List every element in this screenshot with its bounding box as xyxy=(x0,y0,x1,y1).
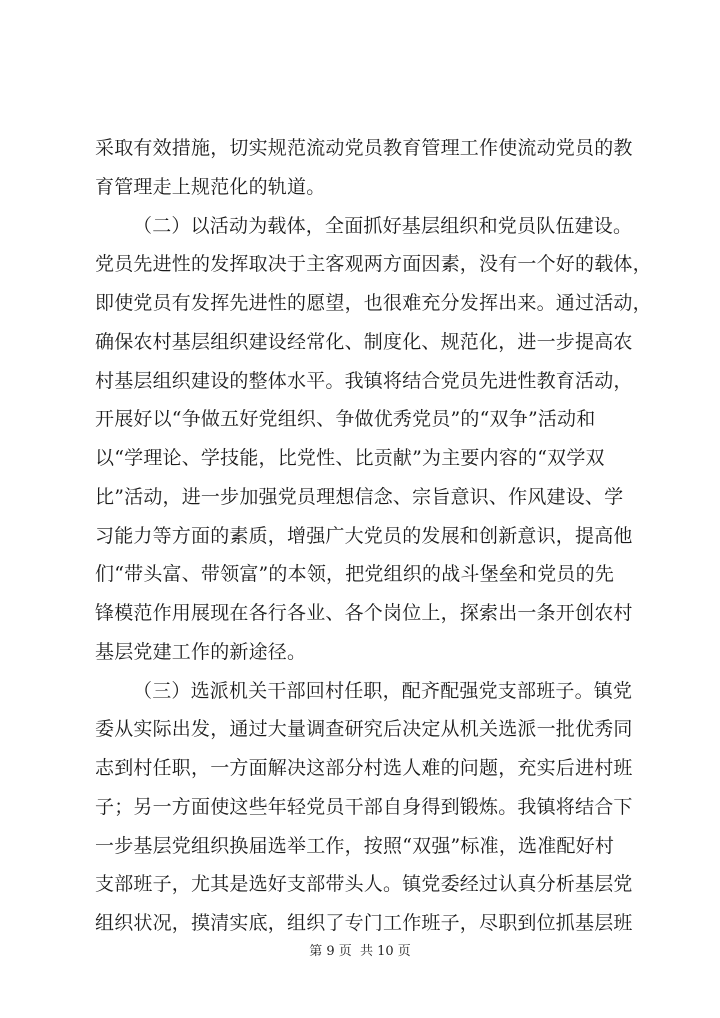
text-line: 即使党员有发挥先进性的愿望，也很难充分发挥出来。通过活动， xyxy=(95,292,652,314)
text-line: （二）以活动为载体，全面抓好基层组织和党员队伍建设。 xyxy=(133,214,633,237)
text-line: 们“带头富、带领富”的本领，把党组织的战斗堡垒和党员的先 xyxy=(95,563,615,586)
text-line: 采取有效措施，切实规范流动党员教育管理工作使流动党员的教 xyxy=(95,137,633,159)
text-line: 开展好以“争做五好党组织、争做优秀党员”的“双争”活动和 xyxy=(95,408,596,431)
page-total: 共 10 页 xyxy=(359,944,411,959)
text-line: 志到村任职，一方面解决这部分村选人难的问题，充实后进村班 xyxy=(95,757,633,779)
text-line: 支部班子，尤其是选好支部带头人。镇党委经过认真分析基层党 xyxy=(95,873,633,896)
text-line: 育管理走上规范化的轨道。 xyxy=(95,175,326,198)
text-line: （三）选派机关干部回村任职，配齐配强党支部班子。镇党 xyxy=(133,679,633,702)
page-footer xyxy=(0,940,720,959)
text-line: 基层党建工作的新途径。 xyxy=(95,640,307,663)
text-line: 子；另一方面使这些年轻党员干部自身得到锻炼。我镇将结合下 xyxy=(95,795,633,818)
page-number: 第 9 页 xyxy=(309,944,352,959)
document-body xyxy=(95,129,652,943)
text-line: 党员先进性的发挥取决于主客观两方面因素，没有一个好的载体， xyxy=(95,253,652,276)
text-line: 以“学理论、学技能，比党性、比贡献”为主要内容的“双学双 xyxy=(95,447,605,469)
text-line: 锋模范作用展现在各行各业、各个岗位上，探索出一条开创农村 xyxy=(95,602,633,624)
text-line: 比”活动，进一步加强党员理想信念、宗旨意识、作风建设、学 xyxy=(95,485,624,508)
text-line: 委从实际出发，通过大量调查研究后决定从机关选派一批优秀同 xyxy=(95,718,633,741)
text-line: 村基层组织建设的整体水平。我镇将结合党员先进性教育活动， xyxy=(95,369,633,392)
text-line: 一步基层党组织换届选举工作，按照“双强”标准，选准配好村 xyxy=(95,834,615,857)
text-line: 习能力等方面的素质，增强广大党员的发展和创新意识，提高他 xyxy=(95,524,633,547)
text-line: 确保农村基层组织建设经常化、制度化、规范化，进一步提高农 xyxy=(95,330,633,353)
text-line: 组织状况，摸清实底，组织了专门工作班子，尽职到位抓基层班 xyxy=(95,912,633,934)
